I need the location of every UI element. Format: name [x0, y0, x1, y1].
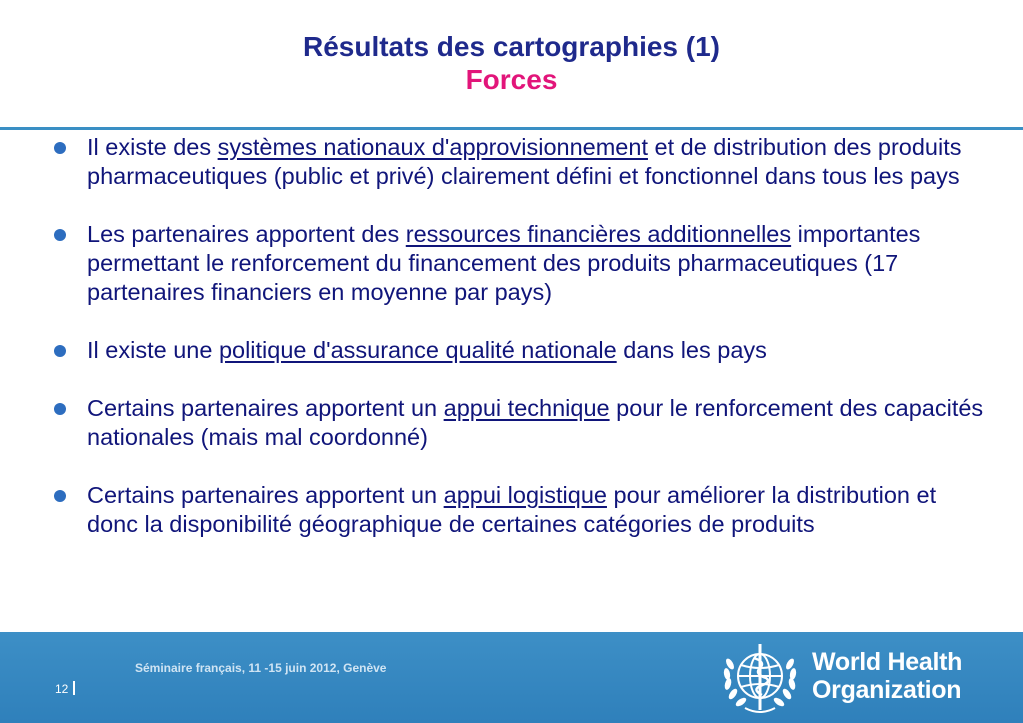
bullet-item: [50, 336, 990, 365]
bullet-item: [50, 394, 990, 452]
organization-name-line2: Organization: [812, 676, 962, 704]
bullet-text: Les partenaires apportent des: [87, 221, 406, 247]
bullet-text: et de distribution des produits pharmaceutiques (public et privé) clairement défini et fonctionnel dans tous les pays: [87, 134, 962, 189]
bullet-list: [50, 133, 990, 568]
bullet-dot-icon: [54, 142, 66, 154]
bullet-link[interactable]: appui logistique: [443, 482, 607, 508]
bullet-text: pour améliorer la distribution et donc la disponibilité géographique de certaines catégories de produits: [87, 482, 937, 537]
bullet-link[interactable]: ressources financières additionnelles: [405, 221, 792, 247]
bullet-item: [50, 481, 990, 539]
page-number-separator: [73, 681, 75, 695]
page-number: 12: [55, 682, 69, 696]
title-divider: [0, 127, 1023, 130]
bullet-link[interactable]: politique d'assurance qualité nationale: [218, 337, 617, 363]
who-emblem-icon: [717, 638, 803, 718]
bullet-text: Il existe une: [87, 337, 219, 363]
footer-band: [0, 632, 1023, 723]
bullet-dot-icon: [54, 229, 66, 241]
bullet-dot-icon: [54, 345, 66, 357]
bullet-link[interactable]: systèmes nationaux d'approvisionnement: [217, 134, 648, 160]
footer-note: Séminaire français, 11 -15 juin 2012, Genève: [135, 661, 387, 675]
bullet-dot-icon: [54, 403, 66, 415]
bullet-text: pour le renforcement des capacités nationales (mais mal coordonné): [87, 395, 984, 450]
organization-name: [812, 648, 962, 704]
bullet-item: [50, 133, 990, 191]
slide-subtitle: Forces: [465, 64, 558, 95]
bullet-text: Certains partenaires apportent un: [87, 395, 444, 421]
organization-name-line1: World Health: [812, 648, 963, 676]
slide-title: Résultats des cartographies (1): [302, 31, 721, 62]
bullet-text: dans les pays: [616, 337, 767, 363]
bullet-text: Il existe des: [87, 134, 218, 160]
bullet-text: importantes permettant le renforcement du financement des produits pharmaceutiques (17 partenaires financiers en moyenne par pays): [87, 221, 921, 305]
bullet-item: [50, 220, 990, 307]
slide-title-block: [0, 30, 1023, 96]
bullet-text: Certains partenaires apportent un: [87, 482, 444, 508]
bullet-link[interactable]: appui technique: [443, 395, 610, 421]
bullet-dot-icon: [54, 490, 66, 502]
